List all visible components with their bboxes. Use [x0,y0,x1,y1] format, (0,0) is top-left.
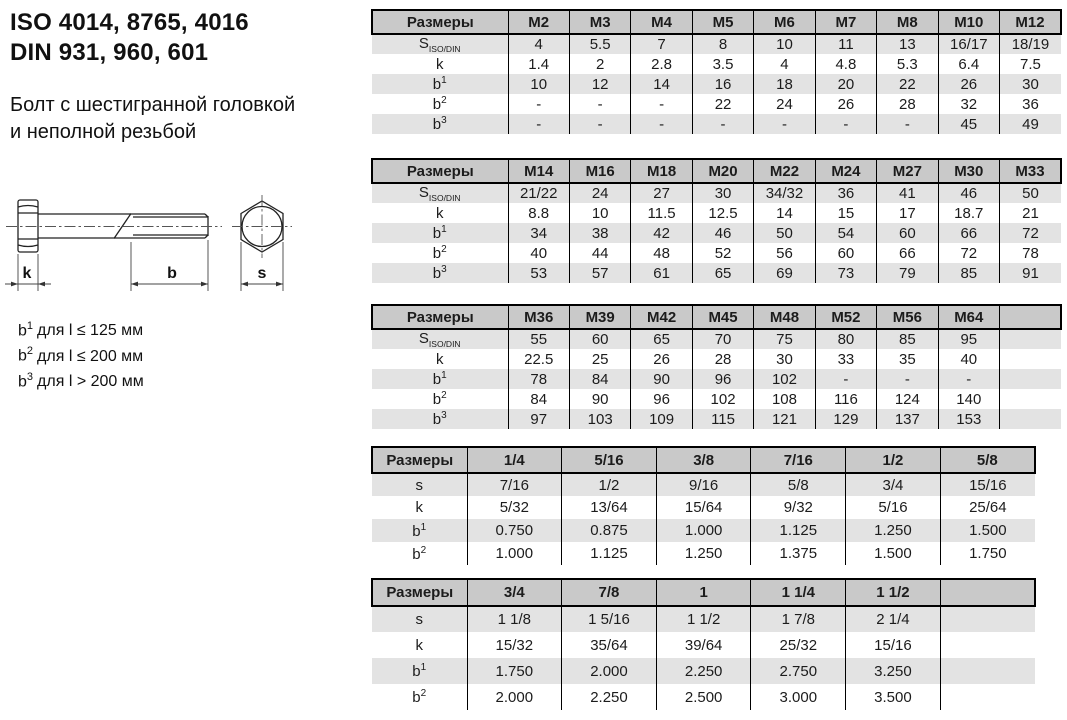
dimension-k [5,254,51,291]
value-cell: 1.4 [508,54,569,74]
row-label: $b^2$ [432,390,447,408]
value-cell: - [631,114,692,134]
description-line-2: и неполной резьбой [10,121,197,143]
size-column-header: 7/8 [562,579,657,606]
value-cell [940,632,1035,658]
row-label: k [436,55,444,73]
value-cell: 32 [938,94,999,114]
value-cell: 27 [631,183,692,203]
footnote-b2: $b^2$ для l ≤ 200 мм [18,345,144,365]
value-cell: 1 1/8 [467,606,562,632]
value-cell: 72 [1000,223,1061,243]
size-column-header: M52 [815,305,876,329]
value-cell: 2.250 [656,658,751,684]
value-cell: 85 [938,263,999,283]
value-cell: 15 [815,203,876,223]
value-cell: 20 [815,74,876,94]
sizes-header-label: Размеры [372,10,508,34]
value-cell: 1.000 [656,519,751,542]
value-cell: 2.000 [467,684,562,710]
value-cell [1000,409,1061,429]
size-column-header [940,579,1035,606]
size-column-header: M27 [877,159,938,183]
row-label: $S_{ISO/DIN}$ [372,183,508,203]
value-cell: 16 [692,74,753,94]
value-cell: 30 [692,183,753,203]
row-label: $b^1$ [372,519,467,542]
value-cell: 1.375 [751,542,846,565]
value-cell: 2.500 [656,684,751,710]
din-standards-line: DIN 931, 960, 601 [10,39,209,66]
value-cell: 10 [569,203,630,223]
value-cell: 5.5 [569,34,630,54]
value-cell: 53 [508,263,569,283]
value-cell: 16/17 [938,34,999,54]
size-column-header: 1 [656,579,751,606]
value-cell: 96 [631,389,692,409]
value-cell: 22.5 [508,349,569,369]
value-cell: 54 [815,223,876,243]
value-cell: 3/4 [846,473,941,496]
size-column-header: M14 [508,159,569,183]
value-cell: 3.250 [846,658,941,684]
value-cell: 7 [631,34,692,54]
value-cell: 84 [508,389,569,409]
value-cell: 0.875 [562,519,657,542]
value-cell: - [815,369,876,389]
value-cell: 24 [569,183,630,203]
size-column-header: M33 [1000,159,1061,183]
dimension-b [131,240,208,291]
size-column-header: M18 [631,159,692,183]
value-cell: 90 [631,369,692,389]
value-cell: 78 [508,369,569,389]
value-cell: 57 [569,263,630,283]
size-column-header: M48 [754,305,815,329]
value-cell: 79 [877,263,938,283]
size-column-header: M45 [692,305,753,329]
value-cell: 80 [815,329,876,349]
value-cell: 73 [815,263,876,283]
value-cell: 44 [569,243,630,263]
value-cell: 140 [938,389,999,409]
value-cell: 35/64 [562,632,657,658]
value-cell: 33 [815,349,876,369]
value-cell: 84 [569,369,630,389]
dimensions-table-2 [371,158,1062,283]
size-column-header: M64 [938,305,999,329]
value-cell: 108 [754,389,815,409]
value-cell: 102 [692,389,753,409]
value-cell: 25/64 [940,496,1035,519]
row-label: $b^1$ [372,369,508,389]
footnote-b1: $b^1$ для l ≤ 125 мм [18,320,144,340]
value-cell: 38 [569,223,630,243]
size-column-header: M6 [754,10,815,34]
value-cell: 15/16 [846,632,941,658]
size-column-header: M4 [631,10,692,34]
row-label: $b^3$ [372,409,508,429]
value-cell: 25 [569,349,630,369]
value-cell: 18.7 [938,203,999,223]
value-cell: 96 [692,369,753,389]
value-cell: 65 [692,263,753,283]
size-column-header: 1/2 [846,447,941,473]
value-cell: 0.750 [467,519,562,542]
value-cell: 75 [754,329,815,349]
value-cell: 85 [877,329,938,349]
value-cell: 14 [754,203,815,223]
size-column-header: 1/4 [467,447,562,473]
size-column-header: M42 [631,305,692,329]
value-cell: 10 [754,34,815,54]
value-cell: 1 7/8 [751,606,846,632]
value-cell: 39/64 [656,632,751,658]
value-cell: 3.500 [846,684,941,710]
value-cell: 45 [938,114,999,134]
value-cell: 28 [692,349,753,369]
value-cell: 46 [938,183,999,203]
size-column-header: M39 [569,305,630,329]
value-cell: 36 [1000,94,1061,114]
size-column-header: 3/8 [656,447,751,473]
value-cell: 28 [877,94,938,114]
row-label: $b^2$ [412,544,427,563]
value-cell: 116 [815,389,876,409]
row-label: $b^2$ [432,244,447,262]
sizes-header-label: Размеры [372,447,467,473]
row-label: $b^3$ [372,114,508,134]
value-cell [1000,349,1061,369]
value-cell: 55 [508,329,569,349]
value-cell: 1 5/16 [562,606,657,632]
value-cell: 22 [877,74,938,94]
size-column-header: 7/16 [751,447,846,473]
value-cell: - [815,114,876,134]
size-column-header: M56 [877,305,938,329]
value-cell: 52 [692,243,753,263]
size-column-header [1000,305,1061,329]
value-cell: 1.250 [656,542,751,565]
value-cell: 34/32 [754,183,815,203]
description-line-1: Болт с шестигранной головкой [10,94,296,116]
size-column-header: M22 [754,159,815,183]
size-column-header: M12 [1000,10,1061,34]
value-cell: 26 [631,349,692,369]
row-label: $b^1$ [372,223,508,243]
value-cell: 2.8 [631,54,692,74]
value-cell: 26 [938,74,999,94]
value-cell: 25/32 [751,632,846,658]
value-cell: 15/16 [940,473,1035,496]
sizes-header-label: Размеры [372,159,508,183]
page-title [10,8,249,68]
value-cell: 137 [877,409,938,429]
value-cell: 1.250 [846,519,941,542]
footnotes [18,316,144,392]
value-cell: 5/16 [846,496,941,519]
value-cell: 36 [815,183,876,203]
size-column-header: 3/4 [467,579,562,606]
value-cell: 60 [877,223,938,243]
sizes-header-label: Размеры [372,305,508,329]
row-label: $S_{ISO/DIN}$ [372,329,508,349]
row-label: $b^3$ [372,263,508,283]
row-label: $S_{ISO/DIN}$ [372,34,508,54]
dimensions-table-1 [371,9,1062,134]
value-cell: 4.8 [815,54,876,74]
value-cell: 41 [877,183,938,203]
value-cell: - [754,114,815,134]
value-cell: 3.000 [751,684,846,710]
size-column-header: M16 [569,159,630,183]
value-cell: 1.500 [940,519,1035,542]
value-cell: 56 [754,243,815,263]
value-cell: 5.3 [877,54,938,74]
size-column-header: M24 [815,159,876,183]
size-column-header: M20 [692,159,753,183]
iso-standards-line: ISO 4014, 8765, 4016 [10,9,249,36]
value-cell: 1.750 [940,542,1035,565]
value-cell: 17 [877,203,938,223]
dimension-tables [371,9,1062,710]
value-cell [940,684,1035,710]
value-cell: - [877,369,938,389]
value-cell: - [877,114,938,134]
value-cell: - [569,94,630,114]
value-cell: 13/64 [562,496,657,519]
row-label: k [436,204,444,222]
value-cell: 1.500 [846,542,941,565]
value-cell: 2 1/4 [846,606,941,632]
value-cell: 115 [692,409,753,429]
size-column-header: M30 [938,159,999,183]
value-cell: 8.8 [508,203,569,223]
value-cell: 2.250 [562,684,657,710]
value-cell: 1.750 [467,658,562,684]
value-cell: 11 [815,34,876,54]
value-cell: 18 [754,74,815,94]
size-column-header: M10 [938,10,999,34]
value-cell: 6.4 [938,54,999,74]
value-cell: 12.5 [692,203,753,223]
k-label: k [22,265,32,282]
value-cell: 42 [631,223,692,243]
s-label: s [257,265,267,282]
value-cell [1000,329,1061,349]
value-cell: 70 [692,329,753,349]
value-cell: 4 [508,34,569,54]
value-cell: - [569,114,630,134]
value-cell: 10 [508,74,569,94]
value-cell: 13 [877,34,938,54]
dimensions-table-5 [371,578,1036,710]
row-label: k [415,636,423,654]
value-cell: 49 [1000,114,1061,134]
size-column-header: M3 [569,10,630,34]
value-cell: 34 [508,223,569,243]
value-cell: - [508,114,569,134]
value-cell: 153 [938,409,999,429]
value-cell: 2.750 [751,658,846,684]
value-cell: 11.5 [631,203,692,223]
value-cell: 22 [692,94,753,114]
value-cell: 1 1/2 [656,606,751,632]
b-label: b [167,265,177,282]
value-cell [940,658,1035,684]
row-label: k [436,350,444,368]
value-cell: 129 [815,409,876,429]
value-cell [940,606,1035,632]
value-cell: 5/32 [467,496,562,519]
value-cell: 26 [815,94,876,114]
row-label: s [372,473,467,496]
value-cell: 66 [877,243,938,263]
bolt-side-view [6,200,222,252]
value-cell: 9/16 [656,473,751,496]
value-cell: 65 [631,329,692,349]
value-cell: 40 [508,243,569,263]
row-label: $b^2$ [432,95,447,113]
value-cell: 7.5 [1000,54,1061,74]
value-cell: 91 [1000,263,1061,283]
size-column-header: M36 [508,305,569,329]
value-cell: 7/16 [467,473,562,496]
value-cell: 5/8 [751,473,846,496]
bolt-description [10,92,295,146]
value-cell: 69 [754,263,815,283]
value-cell: 24 [754,94,815,114]
value-cell: 95 [938,329,999,349]
value-cell: 30 [754,349,815,369]
value-cell: 2.000 [562,658,657,684]
value-cell: 30 [1000,74,1061,94]
row-label: $b^2$ [412,688,427,706]
value-cell: 46 [692,223,753,243]
value-cell: - [692,114,753,134]
value-cell: 1.000 [467,542,562,565]
value-cell: 4 [754,54,815,74]
value-cell: 18/19 [1000,34,1061,54]
row-label: $b^1$ [372,74,508,94]
row-label: s [372,606,467,632]
value-cell: - [508,94,569,114]
size-column-header: M7 [815,10,876,34]
value-cell: 21/22 [508,183,569,203]
value-cell: 3.5 [692,54,753,74]
size-column-header: M8 [877,10,938,34]
row-label: $b^1$ [372,658,467,684]
sizes-header-label: Размеры [372,579,467,606]
value-cell: 97 [508,409,569,429]
value-cell: 50 [1000,183,1061,203]
value-cell: 121 [754,409,815,429]
value-cell: 12 [569,74,630,94]
value-cell: 90 [569,389,630,409]
value-cell: 9/32 [751,496,846,519]
value-cell: 60 [569,329,630,349]
value-cell: 15/32 [467,632,562,658]
hex-bolt-diagram [0,185,345,310]
dimensions-table-4 [371,446,1036,565]
value-cell: 15/64 [656,496,751,519]
size-column-header: 5/8 [940,447,1035,473]
value-cell: - [938,369,999,389]
value-cell: 1.125 [562,542,657,565]
row-label: k [415,499,423,516]
value-cell: 66 [938,223,999,243]
value-cell: 21 [1000,203,1061,223]
bolt-technical-drawing [0,185,345,310]
value-cell [1000,389,1061,409]
value-cell: 48 [631,243,692,263]
value-cell: 61 [631,263,692,283]
value-cell: - [631,94,692,114]
size-column-header: 5/16 [562,447,657,473]
value-cell: 35 [877,349,938,369]
value-cell: 14 [631,74,692,94]
footnote-b3: $b^3$ для l > 200 мм [18,370,144,390]
value-cell: 2 [569,54,630,74]
value-cell: 50 [754,223,815,243]
value-cell: 78 [1000,243,1061,263]
value-cell: 60 [815,243,876,263]
value-cell: 1.125 [751,519,846,542]
value-cell: 8 [692,34,753,54]
value-cell: 40 [938,349,999,369]
value-cell: 102 [754,369,815,389]
value-cell: 103 [569,409,630,429]
value-cell: 109 [631,409,692,429]
size-column-header: M5 [692,10,753,34]
value-cell: 1/2 [562,473,657,496]
size-column-header: 1 1/2 [846,579,941,606]
value-cell [1000,369,1061,389]
size-column-header: M2 [508,10,569,34]
dimensions-table-3 [371,304,1062,429]
size-column-header: 1 1/4 [751,579,846,606]
value-cell: 72 [938,243,999,263]
value-cell: 124 [877,389,938,409]
